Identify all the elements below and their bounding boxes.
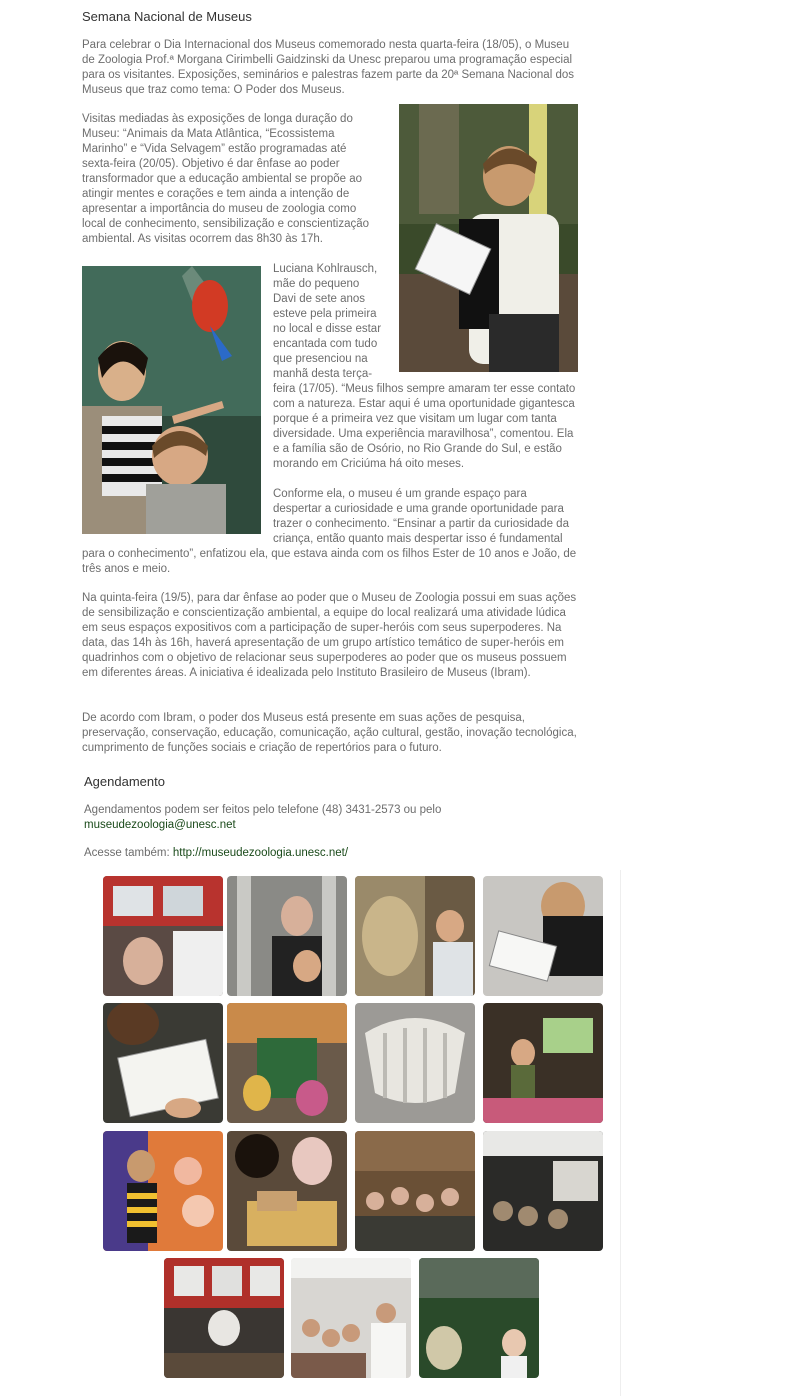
website-link[interactable]: http://museudezoologia.unesc.net/ [172,847,349,859]
gallery-thumb-4[interactable] [483,876,603,996]
article-title: Semana Nacional de Museus [82,9,252,24]
access-line [84,847,348,859]
access-label: Acesse também: [84,847,170,859]
gallery-thumb-9[interactable] [103,1131,223,1251]
email-link[interactable]: museudezoologia@unesc.net [84,819,236,831]
gallery-thumb-12[interactable] [483,1131,603,1251]
gallery-thumb-14[interactable] [291,1258,411,1378]
gallery-divider [620,870,621,1396]
paragraph-ibram: De acordo com Ibram, o poder dos Museus está presente em suas ações de pesquisa, preservação, conservação, educação, comunicação, ação cultural, gestão, inovação tecnológica, cumprimento de funções sociais e criação de repertórios para o futuro. [82,712,577,754]
photo-mother-son-macaw[interactable] [82,266,261,534]
gallery-thumb-11[interactable] [355,1131,475,1251]
gallery-thumb-13[interactable] [164,1258,284,1378]
gallery-thumb-5[interactable] [103,1003,223,1123]
gallery-thumb-3[interactable] [355,876,475,996]
photo-boy-writing[interactable] [399,104,578,372]
gallery-thumb-6[interactable] [227,1003,347,1123]
agendamento-phone-text: Agendamentos podem ser feitos pelo telefone (48) 3431-2573 ou pelo [84,804,442,816]
agendamento-text [84,803,441,833]
gallery-thumb-7[interactable] [355,1003,475,1123]
gallery-thumb-15[interactable] [419,1258,539,1378]
gallery-thumb-8[interactable] [483,1003,603,1123]
paragraph-visits: Visitas mediadas às exposições de longa duração do Museu: “Animais da Mata Atlântica, “Ecossistema Marinho” e “Vida Selvagem” estão programadas até sexta-feira (20/05). Objetivo é dar ênfase ao poder transformador que a educação ambiental se propõe ao atingir mentes e corações e tem ainda a intenção de apresentar a importância do museu de zoologia como local de conhecimento, sensibilização e conscientização ambiental. As visitas ocorrem das 8h30 às 17h. [82,113,370,245]
gallery-thumb-1[interactable] [103,876,223,996]
paragraph-superheroes: Na quinta-feira (19/5), para dar ênfase ao poder que o Museu de Zoologia possui em suas ações de sensibilização e conscientização ambiental, a equipe do local realizará uma atividade lúdica em seus espaços expositivos com a participação de super-heróis com seus superpoderes. Na data, das 14h às 16h, haverá apresentação de um grupo artístico temático de super-heróis em quadrinhos com o objetivo de relacionar seus superpoderes ao poder que os museus possuem em diferentes áreas. A iniciativa é idealizada pelo Instituto Brasileiro de Museus (Ibram). [82,592,577,679]
paragraph-luciana-part2: feira (17/05). “Meus filhos sempre amaram ter esse contato com a natureza. Estar aqui é uma oportunidade gigantesca porque é a primeira vez que visitam um lugar com tanta diversidade. Uma experiência maravilhosa”, comentou. Ela e a família são de Osório, no Rio Grande do Sul, e estão morando em Criciúma há oito meses. [273,383,576,470]
paragraph-curiosity-part1: Conforme ela, o museu é um grande espaço para despertar a curiosidade e uma grande oportunidade para trazer o conhecimento. “Ensinar a partir da curiosidade da criança, então quanto mais despertar isso é fundamental [273,488,569,545]
gallery-thumb-10[interactable] [227,1131,347,1251]
agendamento-heading: Agendamento [84,774,165,789]
gallery-thumb-2[interactable] [227,876,347,996]
paragraph-curiosity-part2: para o conhecimento”, enfatizou ela, que estava ainda com os filhos Ester de 10 anos e João, de três anos e meio. [82,548,577,575]
paragraph-intro: Para celebrar o Dia Internacional dos Museus comemorado nesta quarta-feira (18/05), o Museu de Zoologia Prof.ª Morgana Cirimbelli Gaidzinski da Unesc preparou uma programação especial para os visitantes. Exposições, seminários e palestras fazem parte da 20ª Semana Nacional dos Museus que traz como tema: O Poder dos Museus. [82,39,574,96]
paragraph-luciana-part1: Luciana Kohlrausch, mãe do pequeno Davi de sete anos esteve pela primeira no local e disse estar encantada com tudo que presenciou na manhã desta terça- [273,263,382,380]
